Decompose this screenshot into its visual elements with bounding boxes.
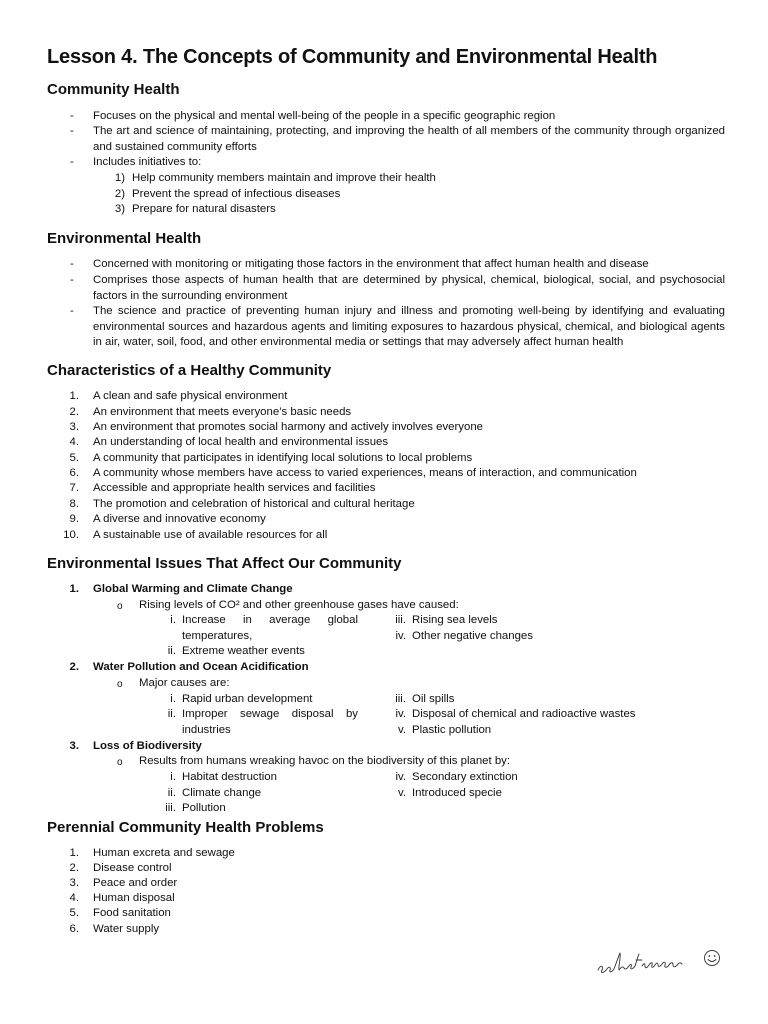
environmental-health-heading: Environmental Health	[47, 230, 202, 247]
characteristics-heading: Characteristics of a Healthy Community	[47, 362, 332, 379]
perennial-heading: Perennial Community Health Problems	[47, 819, 324, 836]
signature	[594, 946, 724, 978]
issues-heading: Environmental Issues That Affect Our Community	[47, 555, 402, 572]
smiley-icon	[705, 951, 720, 966]
document-page: Lesson 4. The Concepts of Community and Environmental Health Community Health - Focuses on the physical and mental well-being of the people in a specific geographic region - The art and science of maintaining, protecting, and improving the health of all members of the community through organized and sustained community efforts - Includes initiatives to: 1) Help community members maintain and improve their health 2) Prevent the spread of infectious diseases 3) Prepare for natural disasters Environmental Health - Concerned with monitoring or mitigating those factors in the environment that affect human health and disease - Comprises those aspects of human health that are determined by physical, chemical, biological, social, and psychosocial factors in the surrounding environment - The science and practice of preventing human injury and illness and promoting well-being by identifying and evaluating environmental sources and hazardous agents and limiting exposures to hazardous physical, chemical, and biological agents in air, water, soil, food, and other environmental media or settings that may adversely affect human health Characteristics of a Healthy Community 1. A clean and safe physical environment 2. An environment that meets everyone’s basic needs 3. An environment that promotes social harmony and actively involves everyone 4. An understanding of local health and environmental issues 5. A community that participates in identifying local solutions to local problems 6. A community whose members have access to varied experiences, means of interaction, and communication 7. Accessible and appropriate health services and facilities 8. The promotion and celebration of historical and cultural heritage 9. A diverse and innovative economy 10. A sustainable use of available resources for all Environmental Issues That Affect Our Community 1. Global Warming and Climate Change o Rising levels of CO² and other greenhouse gases have caused: i. Increase in average global temperatures, ii. Extreme weather events iii. Rising sea levels iv. Other negative changes 2. Water Pollution and Ocean Acidification o Major causes are: i. Rapid urban development ii. Improper sewage disposal by industries iii. Oil spills iv. Disposal of chemical and radioactive wastes v. Plastic pollution 3. Loss of Biodiversity o Results from humans wreaking havoc on the biodiversity of this planet by: i. Habitat destruction ii. Climate change iii. Pollution iv. Secondary extinction v. Introduced specie Perennial Community Health Problems 1. Human excreta and sewage 2. Disease control 3. Peace and order 4. Human disposal 5. Food sanitation 6. Water supply	[0, 0, 768, 1024]
lesson-title: Lesson 4. The Concepts of Community and Environmental Health	[47, 46, 658, 68]
signature-scribble	[598, 953, 682, 973]
community-health-heading: Community Health	[47, 81, 180, 98]
